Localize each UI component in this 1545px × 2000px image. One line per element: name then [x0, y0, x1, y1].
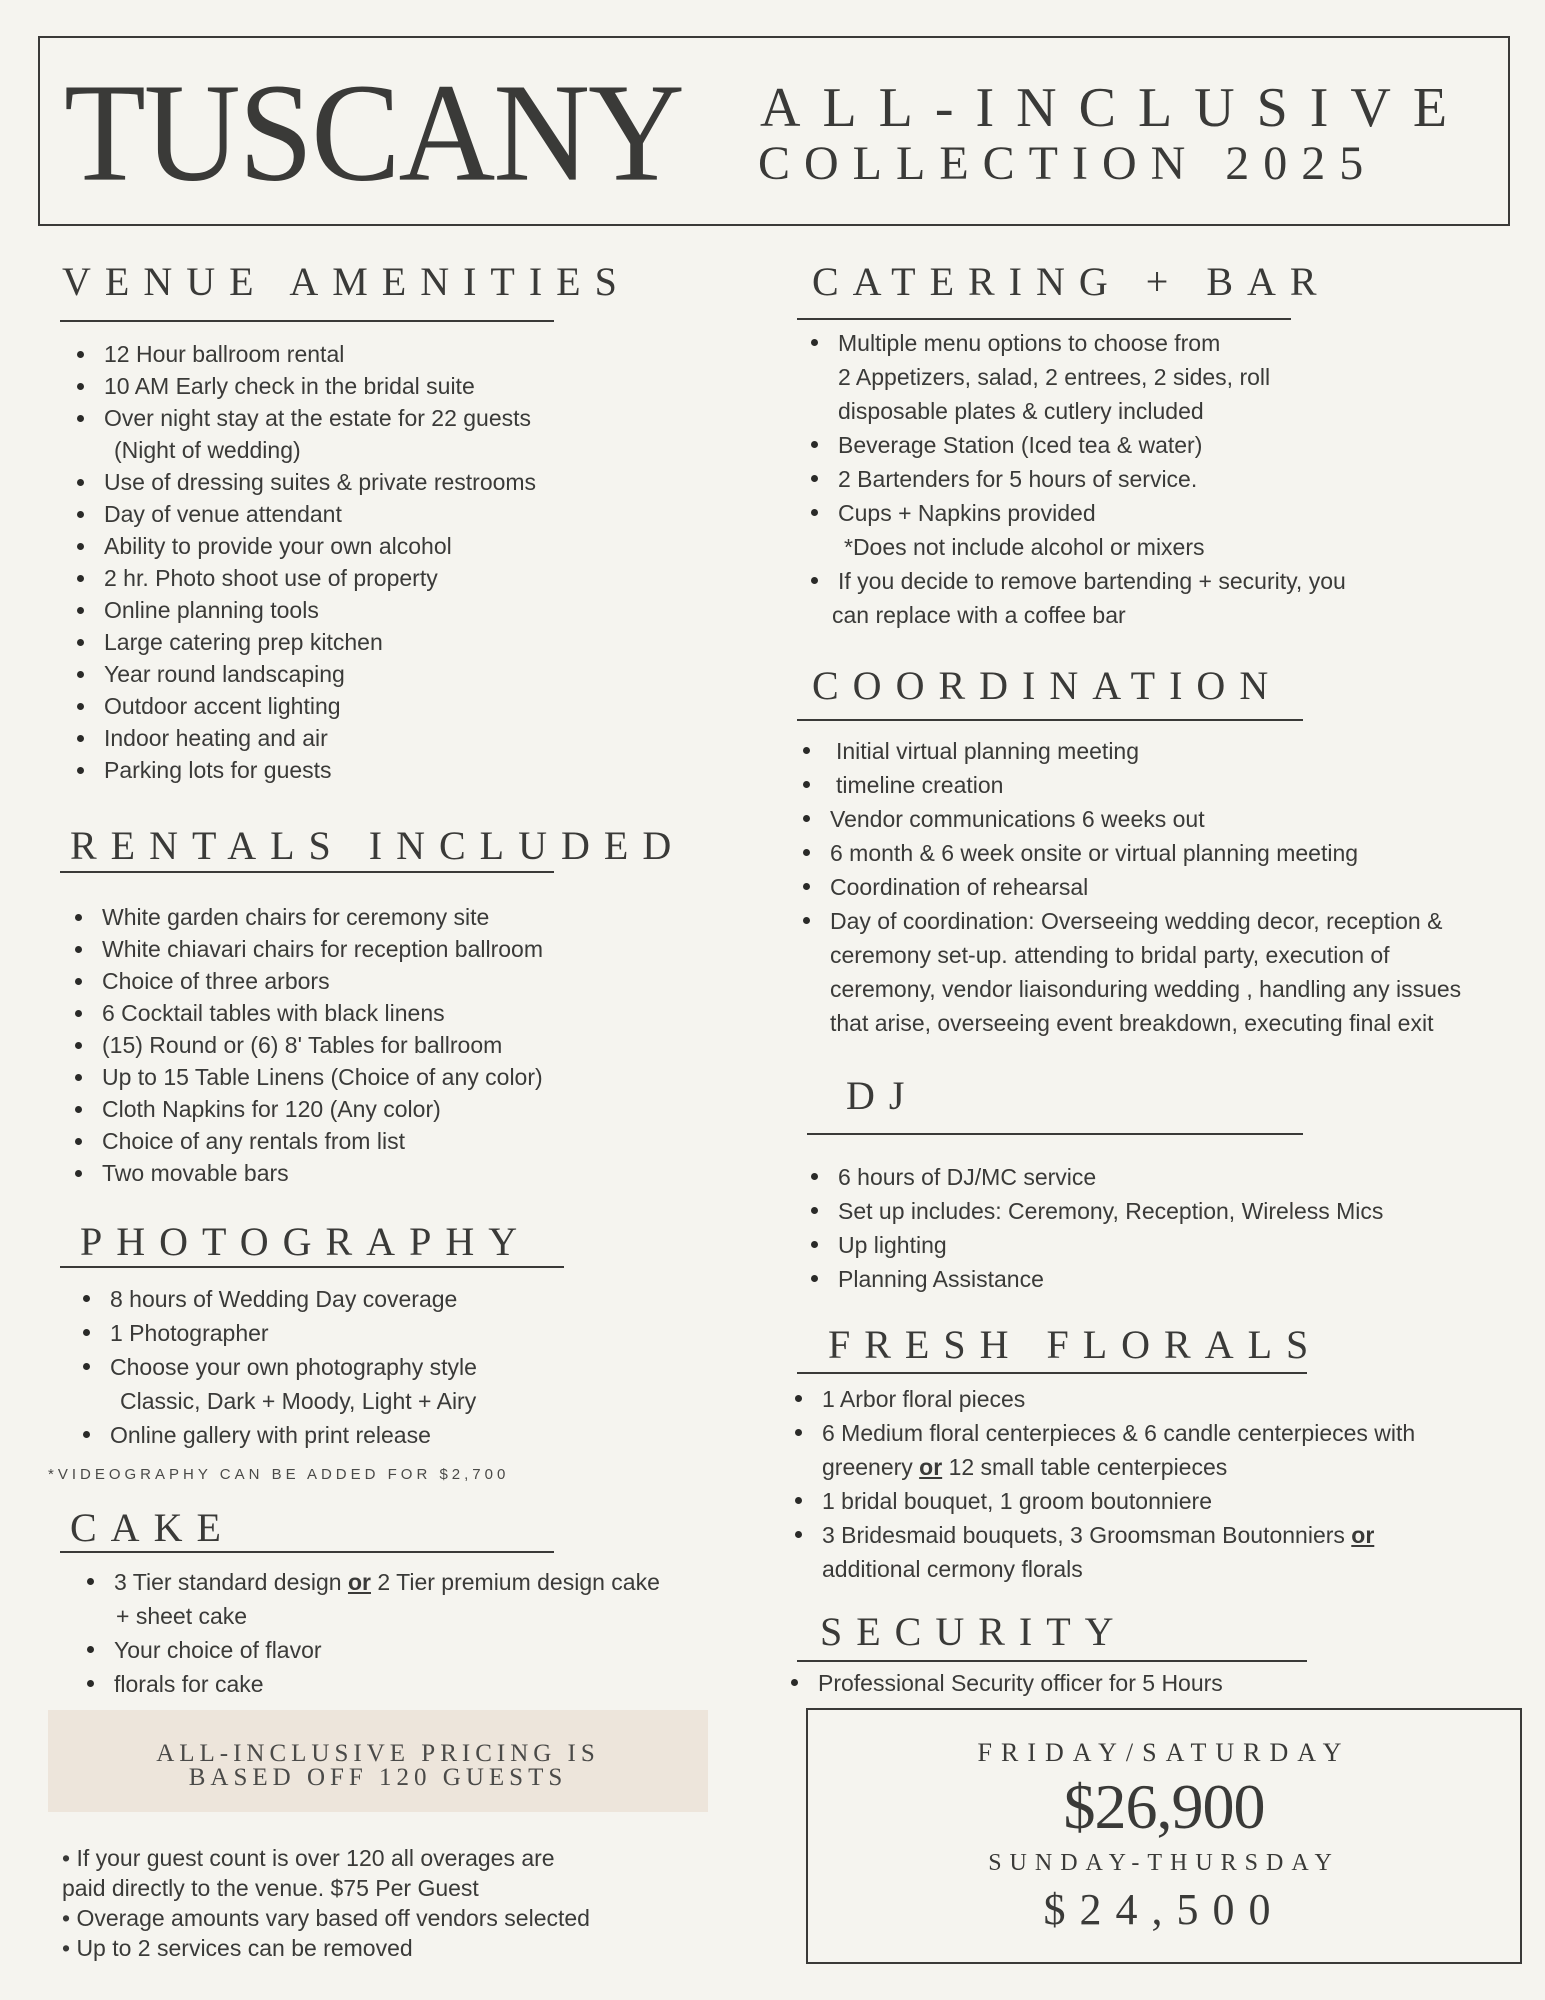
list-item: Choice of three arbors [68, 965, 543, 997]
section-divider [797, 1660, 1307, 1662]
weekend-label: FRIDAY/SATURDAY [977, 1738, 1351, 1767]
security-title: SECURITY [820, 1609, 1128, 1654]
section-divider [797, 318, 1291, 320]
list-item: 10 AM Early check in the bridal suite [70, 370, 536, 402]
venue-amenities-list [70, 338, 536, 786]
list-item: Online planning tools [70, 594, 536, 626]
list-item: Your choice of flavor [80, 1633, 660, 1667]
catering-bar-title: CATERING + BAR [812, 259, 1331, 304]
list-item-continuation: (Night of wedding) [114, 437, 301, 463]
venue-amenities-title: VENUE AMENITIES [62, 259, 631, 304]
fresh-florals-title: FRESH FLORALS [828, 1322, 1323, 1367]
list-item: Choose your own photography style [76, 1350, 477, 1384]
list-item-continuation: ceremony set-up. attending to bridal party, execution of [830, 942, 1390, 968]
florals-greenery: greenery [822, 1454, 913, 1480]
list-item: Planning Assistance [804, 1262, 1383, 1296]
guest-pricing-line2: BASED OFF 120 GUESTS [188, 1764, 568, 1791]
section-divider [60, 1551, 554, 1553]
security-list [784, 1666, 1223, 1700]
list-item: Year round landscaping [70, 658, 536, 690]
list-item: Professional Security officer for 5 Hours [784, 1666, 1223, 1700]
list-item: 8 hours of Wedding Day coverage [76, 1282, 477, 1316]
list-item: Up to 15 Table Linens (Choice of any color) [68, 1061, 543, 1093]
header-subtitle-line1: ALL-INCLUSIVE [760, 77, 1470, 139]
brand-title: TUSCANY [64, 54, 683, 211]
list-item: 1 Arbor floral pieces [788, 1382, 1415, 1416]
list-item-continuation: can replace with a coffee bar [832, 602, 1126, 628]
list-item: timeline creation [796, 768, 1461, 802]
weekday-price: $24,500 [1043, 1885, 1285, 1934]
list-item: 1 bridal bouquet, 1 groom boutonniere [788, 1484, 1415, 1518]
list-item: Parking lots for guests [70, 754, 536, 786]
price-box [806, 1708, 1522, 1964]
list-item: Indoor heating and air [70, 722, 536, 754]
list-item: 6 Cocktail tables with black linens [68, 997, 543, 1029]
list-item: Day of venue attendant [70, 498, 536, 530]
list-item-continuation: ceremony, vendor liaisonduring wedding , handling any issues [830, 976, 1462, 1002]
photography-list [76, 1282, 477, 1452]
cake-list [80, 1565, 660, 1701]
rentals-included-title: RENTALS INCLUDED [70, 823, 686, 868]
list-item: 6 Medium floral centerpieces & 6 candle centerpieces with [788, 1416, 1415, 1450]
guest-pricing-line1: ALL-INCLUSIVE PRICING IS [156, 1740, 600, 1767]
overage-note: • If your guest count is over 120 all overages are [62, 1845, 555, 1871]
list-item: Beverage Station (Iced tea & water) [804, 428, 1346, 462]
list-item: Choice of any rentals from list [68, 1125, 543, 1157]
list-item: florals for cake [80, 1667, 660, 1701]
coordination-list [796, 734, 1461, 1040]
list-item: Outdoor accent lighting [70, 690, 536, 722]
list-item: 2 Bartenders for 5 hours of service. [804, 462, 1346, 496]
list-item: Multiple menu options to choose from [804, 326, 1346, 360]
list-item: Coordination of rehearsal [796, 870, 1461, 904]
header-subtitle-line2: COLLECTION 2025 [758, 137, 1378, 190]
list-item: Up lighting [804, 1228, 1383, 1262]
cake-title: CAKE [70, 1505, 235, 1550]
rentals-list [68, 901, 543, 1189]
list-item: Initial virtual planning meeting [796, 734, 1461, 768]
overage-note: • Up to 2 services can be removed [62, 1935, 413, 1961]
list-item: Ability to provide your own alcohol [70, 530, 536, 562]
weekend-price: $26,900 [1063, 1771, 1265, 1842]
list-item: Online gallery with print release [76, 1418, 477, 1452]
catering-list [804, 326, 1346, 632]
list-item-continuation: Classic, Dark + Moody, Light + Airy [120, 1388, 477, 1414]
list-item: Set up includes: Ceremony, Reception, Wireless Mics [804, 1194, 1383, 1228]
overage-note: paid directly to the venue. $75 Per Guest [62, 1875, 479, 1901]
list-item: (15) Round or (6) 8' Tables for ballroom [68, 1029, 543, 1061]
list-item-continuation: additional cermony florals [822, 1556, 1083, 1582]
florals-list [788, 1382, 1415, 1586]
or-emphasis: or [1351, 1522, 1375, 1548]
list-item: Cloth Napkins for 120 (Any color) [68, 1093, 543, 1125]
list-item-continuation: that arise, overseeing event breakdown, executing final exit [830, 1010, 1434, 1036]
guest-pricing-banner [48, 1710, 708, 1812]
list-item: Day of coordination: Overseeing wedding decor, reception & [796, 904, 1461, 938]
overage-note: • Overage amounts vary based off vendors selected [62, 1905, 590, 1931]
or-emphasis: or [347, 1569, 371, 1595]
section-divider [60, 320, 554, 322]
list-item: Large catering prep kitchen [70, 626, 536, 658]
list-item: Two movable bars [68, 1157, 543, 1189]
list-item-continuation: *Does not include alcohol or mixers [844, 534, 1205, 560]
list-item-continuation: + sheet cake [116, 1603, 248, 1629]
weekday-label: SUNDAY-THURSDAY [988, 1850, 1340, 1876]
coordination-title: COORDINATION [812, 663, 1283, 708]
list-item [788, 1518, 1415, 1552]
dj-list [804, 1160, 1383, 1296]
photography-title: PHOTOGRAPHY [80, 1219, 532, 1264]
florals-bouquets: 3 Bridesmaid bouquets, 3 Groomsman Boutonniers [822, 1522, 1345, 1548]
list-item: Cups + Napkins provided [804, 496, 1346, 530]
list-item: 12 Hour ballroom rental [70, 338, 536, 370]
videography-note: *VIDEOGRAPHY CAN BE ADDED FOR $2,700 [48, 1466, 510, 1483]
list-item-continuation: 2 Appetizers, salad, 2 entrees, 2 sides, roll [838, 364, 1271, 390]
list-item-continuation: disposable plates & cutlery included [838, 398, 1204, 424]
section-divider [807, 1133, 1303, 1135]
section-divider [797, 1372, 1307, 1374]
list-item: Over night stay at the estate for 22 guests [70, 402, 536, 434]
cake-option-a: 3 Tier standard design [114, 1569, 342, 1595]
list-item: 1 Photographer [76, 1316, 477, 1350]
list-item [80, 1565, 660, 1599]
section-divider [60, 1266, 564, 1268]
dj-title: DJ [846, 1073, 919, 1118]
or-emphasis: or [919, 1454, 943, 1480]
list-item: If you decide to remove bartending + security, you [804, 564, 1346, 598]
list-item-continuation [788, 1450, 1415, 1484]
section-divider [797, 719, 1303, 721]
list-item: 2 hr. Photo shoot use of property [70, 562, 536, 594]
list-item: White garden chairs for ceremony site [68, 901, 543, 933]
list-item: Use of dressing suites & private restrooms [70, 466, 536, 498]
list-item: Vendor communications 6 weeks out [796, 802, 1461, 836]
section-divider [60, 871, 554, 873]
cake-option-b: 2 Tier premium design cake [377, 1569, 660, 1595]
florals-small-centerpieces: 12 small table centerpieces [948, 1454, 1228, 1480]
list-item: 6 month & 6 week onsite or virtual planning meeting [796, 836, 1461, 870]
list-item: 6 hours of DJ/MC service [804, 1160, 1383, 1194]
list-item: White chiavari chairs for reception ballroom [68, 933, 543, 965]
